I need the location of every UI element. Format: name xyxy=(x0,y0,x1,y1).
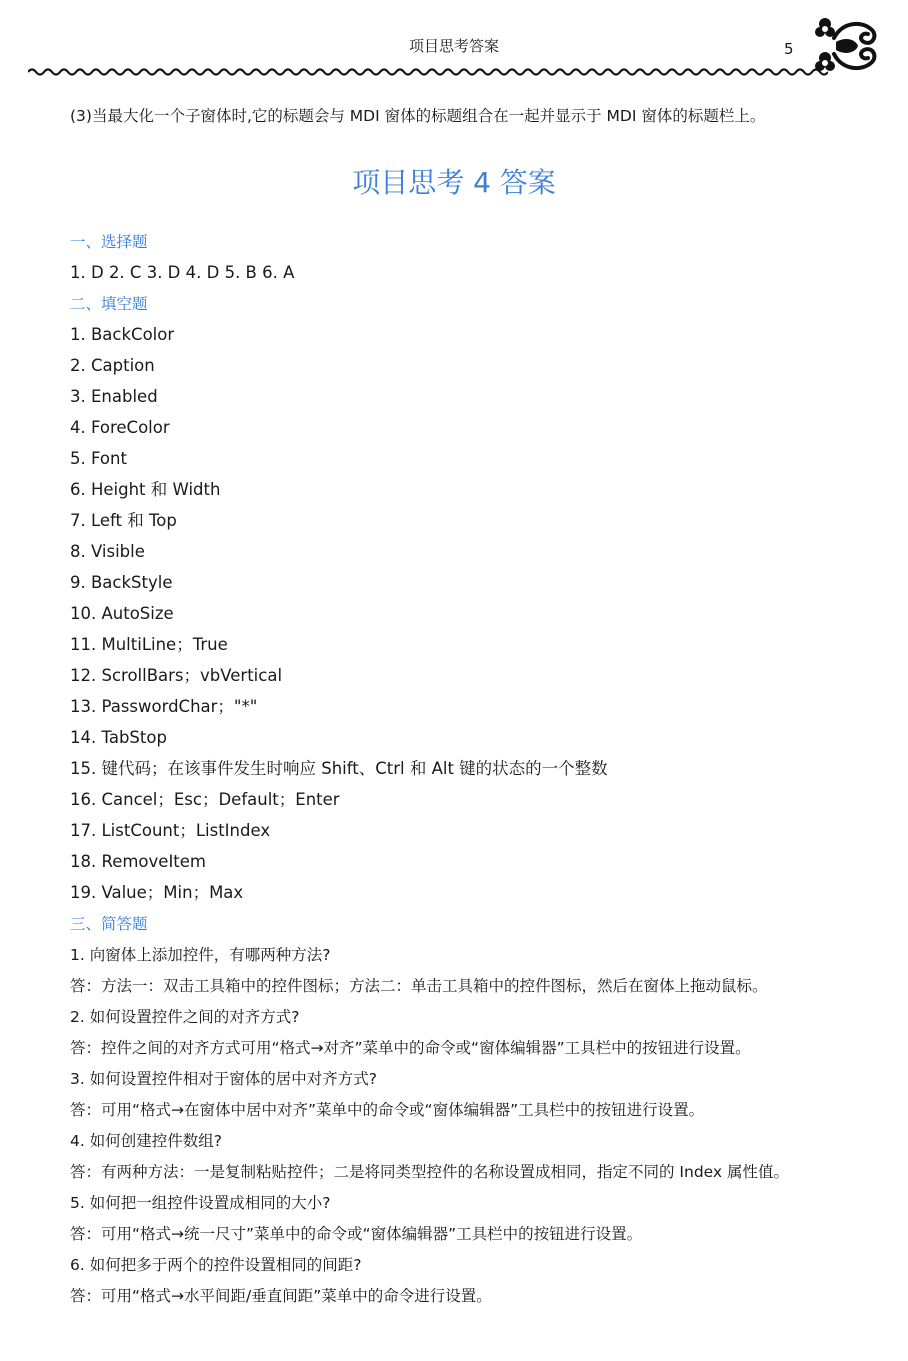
answer-line: 答：方法一：双击工具箱中的控件图标；方法二：单击工具箱中的控件图标，然后在窗体上拖动鼠标。 xyxy=(70,977,768,995)
answer-item: 18. RemoveItem xyxy=(70,852,207,871)
section-heading: 三、简答题 xyxy=(70,915,148,933)
answer-item: 10. AutoSize xyxy=(70,604,174,623)
answer-item: 15. 键代码；在该事件发生时响应 Shift、Ctrl 和 Alt 键的状态的一个整数 xyxy=(70,759,608,778)
answer-item: 14. TabStop xyxy=(70,728,167,747)
header-title: 项目思考答案 xyxy=(408,37,499,55)
question-line: 3. 如何设置控件相对于窗体的居中对齐方式? xyxy=(70,1070,377,1088)
answer-line: 答：有两种方法：一是复制粘贴控件；二是将同类型控件的名称设置成相同，指定不同的 Index 属性值。 xyxy=(70,1163,790,1181)
answer-item: 4. ForeColor xyxy=(70,418,170,437)
question-line: 5. 如何把一组控件设置成相同的大小? xyxy=(70,1194,331,1212)
answer-item: 17. ListCount；ListIndex xyxy=(70,821,271,840)
answer-item: 1. BackColor xyxy=(70,325,175,344)
section-heading: 二、填空题 xyxy=(70,295,148,313)
page-number: 5 xyxy=(784,40,794,58)
answer-item: 13. PasswordChar；"*" xyxy=(70,697,258,716)
answer-item: 3. Enabled xyxy=(70,387,158,406)
section-heading: 一、选择题 xyxy=(70,233,148,251)
answer-item: 1. D 2. C 3. D 4. D 5. B 6. A xyxy=(70,263,295,282)
answer-item: 11. MultiLine；True xyxy=(70,635,228,654)
page-title: 项目思考 4 答案 xyxy=(352,166,556,199)
answer-item: 5. Font xyxy=(70,449,127,468)
answer-item: 2. Caption xyxy=(70,356,155,375)
answer-item: 6. Height 和 Width xyxy=(70,480,221,499)
answer-content xyxy=(70,230,900,1315)
answer-item: 19. Value；Min；Max xyxy=(70,883,244,902)
question-line: 2. 如何设置控件之间的对齐方式? xyxy=(70,1008,300,1026)
answer-line: 答：可用“格式→水平间距/垂直间距”菜单中的命令进行设置。 xyxy=(70,1287,492,1305)
question-line: 1. 向窗体上添加控件，有哪两种方法? xyxy=(70,946,331,964)
answer-line: 答：控件之间的对齐方式可用“格式→对齐”菜单中的命令或“窗体编辑器”工具栏中的按钮进行设置。 xyxy=(70,1039,751,1057)
answer-item: 12. ScrollBars；vbVertical xyxy=(70,666,283,685)
answer-item: 7. Left 和 Top xyxy=(70,511,177,530)
answer-line: 答：可用“格式→在窗体中居中对齐”菜单中的命令或“窗体编辑器”工具栏中的按钮进行设置。 xyxy=(70,1101,705,1119)
answer-line: 答：可用“格式→统一尺寸”菜单中的命令或“窗体编辑器”工具栏中的按钮进行设置。 xyxy=(70,1225,643,1243)
answer-item: 8. Visible xyxy=(70,542,145,561)
intro-paragraph: (3)当最大化一个子窗体时,它的标题会与 MDI 窗体的标题组合在一起并显示于 MDI 窗体的标题栏上。 xyxy=(70,107,766,125)
question-line: 6. 如何把多于两个的控件设置相同的间距? xyxy=(70,1256,362,1274)
question-line: 4. 如何创建控件数组? xyxy=(70,1132,222,1150)
wavy-rule-icon xyxy=(28,66,828,78)
answer-item: 9. BackStyle xyxy=(70,573,173,592)
answer-item: 16. Cancel；Esc；Default；Enter xyxy=(70,790,340,809)
